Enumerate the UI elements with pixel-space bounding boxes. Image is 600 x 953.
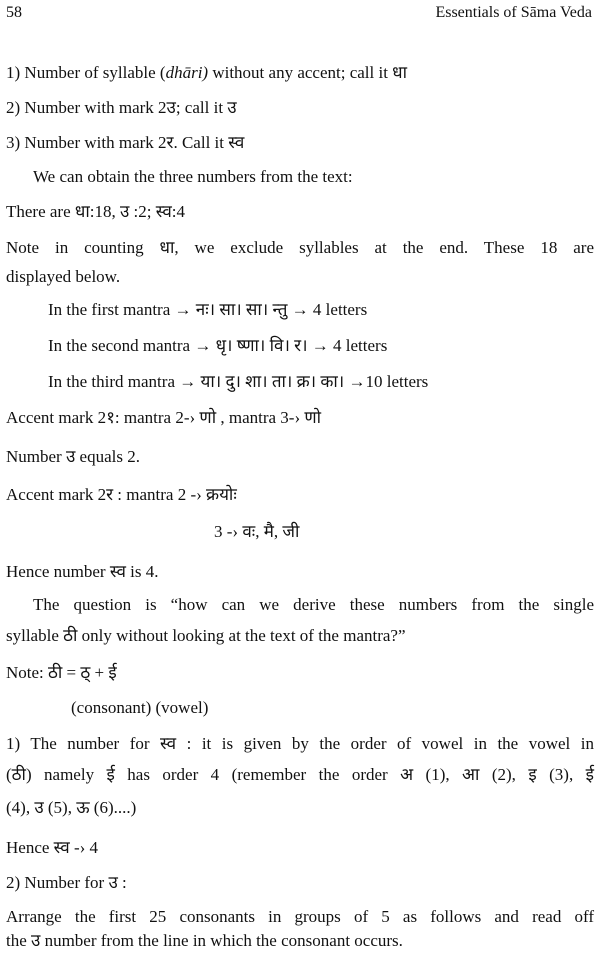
item-1-term-dhari: dhāri) [165,63,209,82]
paragraph-line: There are धा:18, उ :2; स्व:4 [6,202,186,221]
item-1-text-a: 1) Number of syllable ( [6,63,166,82]
paragraph-line: displayed below. [6,267,121,286]
item-1-text-c: without any accent; call it धा [208,63,408,82]
item-1-line [6,62,407,84]
page-number: 58 [6,4,22,21]
mantra-1-line: In the first mantra → नः। सा। सा। न्तु → 4 letters [48,300,368,319]
running-title: Essentials of Sāma Veda [435,4,592,21]
paragraph-line: 2) Number for उ : [6,873,127,892]
paragraph-line: 1) The number for स्व : it is given by the order of vowel in the vowel in [6,734,594,753]
paragraph-line: Accent mark 2र : mantra 2 -› क्रयोः [6,485,237,504]
paragraph-line: 3 -› वः, मै, जी [214,522,300,541]
note-caption: (consonant) (vowel) [71,698,209,717]
paragraph-line: Note in counting धा, we exclude syllables at the end. These 18 are [6,238,594,257]
paragraph-line: Accent mark 2१: mantra 2-› णो , mantra 3-› णो [6,408,322,427]
mantra-2-line: In the second mantra → धृ। ष्णा। वि। र। → 4 letters [48,336,388,355]
paragraph-line: Hence स्व -› 4 [6,838,99,857]
paragraph-line: Number उ equals 2. [6,447,140,466]
paragraph-line: We can obtain the three numbers from the text: [33,167,353,186]
paragraph-line: syllable ठी only without looking at the text of the mantra?” [6,626,406,645]
item-2-line: 2) Number with mark 2उ; call it उ [6,98,237,117]
mantra-3-line: In the third mantra → या। दु। शा। ता। क्र। का। →10 letters [48,372,429,391]
paragraph-line: The question is “how can we derive these numbers from the single [33,595,594,614]
item-3-line: 3) Number with mark 2र. Call it स्व [6,133,245,152]
note-line: Note: ठी = ठ् + ई [6,663,117,682]
paragraph-line: (4), उ (5), ऊ (6)....) [6,798,137,817]
paragraph-line: the उ number from the line in which the consonant occurs. [6,931,403,950]
paragraph-line: (ठी) namely ई has order 4 (remember the order अ (1), आ (2), इ (3), ई [6,765,594,784]
paragraph-line: Hence number स्व is 4. [6,562,159,581]
paragraph-line: Arrange the first 25 consonants in groups of 5 as follows and read off [6,907,594,926]
